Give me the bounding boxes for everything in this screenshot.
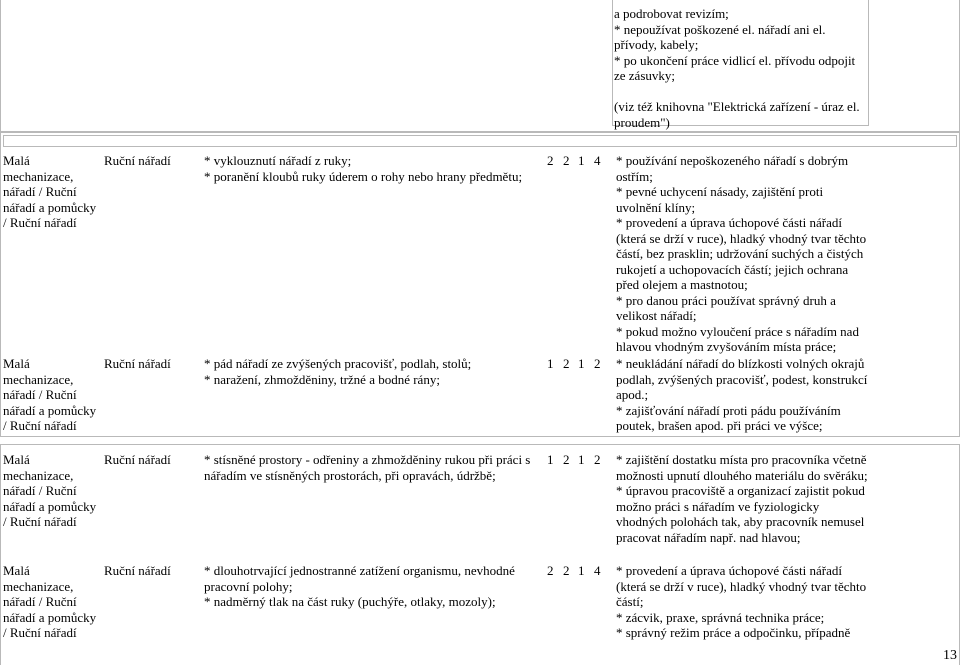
category-cell: Malá mechanizace, nářadí / Ruční nářadí a pomůcky / Ruční nářadí (3, 356, 97, 433)
measures-cell: * zajištění dostatku místa pro pracovníka včetně možnosti upnutí dlouhého materiálu do svěráku; * úpravou pracoviště a organizací zajistit pokud možno práci s nářadím ve fyziologicky vhodných polohách tak, aby pracovník nemusel pracovat nářadím např. nad hlavou; (616, 452, 868, 545)
tool-cell: Ruční nářadí (104, 563, 171, 578)
score-3: 1 (578, 452, 585, 467)
score-2: 2 (563, 563, 570, 578)
tool-cell: Ruční nářadí (104, 452, 171, 467)
hazards-cell: * pád nářadí ze zvýšených pracovišť, podlah, stolů; * naražení, zhmožděniny, tržné a bodné rány; (204, 356, 472, 387)
measures-cell: * používání nepoškozeného nářadí s dobrým ostřím; * pevné uchycení násady, zajištění proti uvolnění klíny; * provedení a úprava úchopové části nářadí (která se drží v ruce), hladký vhodný tvar těchto částí, bez prasklin; udržování suchých a čistých rukojetí a uchopovacích částí; jejich ochrana před olejem a mastnotou; * pro danou práci používat správný druh a velikost nářadí; * pokud možno vyloučení práce s nářadím nad hlavou vhodným zvyšováním místa práce; (616, 153, 867, 354)
top-block-text: a podrobovat revizím; * nepoužívat poškozené el. nářadí ani el. přívody, kabely; * po ukončení práce vidlicí el. přívodu odpojit ze zásuvky; (viz též knihovna "Elektrická zařízení - úraz el. proudem") (614, 6, 860, 130)
score-2: 2 (563, 153, 570, 168)
hazards-cell: * stísněné prostory - odřeniny a zhmožděniny rukou při práci s nářadím ve stísněných prostorách, při opravách, údržbě; (204, 452, 531, 483)
score-1: 2 (547, 563, 554, 578)
score-2: 2 (563, 452, 570, 467)
score-1: 1 (547, 356, 554, 371)
measures-cell: * provedení a úprava úchopové části nářadí (která se drží v ruce), hladký vhodný tvar těchto částí; * zácvik, praxe, správná technika práce; * správný režim práce a odpočinku, případně (616, 563, 867, 640)
section1-header-strip (3, 135, 957, 147)
score-4: 2 (594, 356, 601, 371)
score-4: 4 (594, 563, 601, 578)
hazards-cell: * vyklouznutí nářadí z ruky; * poranění kloubů ruky úderem o rohy nebo hrany předmětu; (204, 153, 523, 184)
category-cell: Malá mechanizace, nářadí / Ruční nářadí a pomůcky / Ruční nářadí (3, 153, 97, 230)
score-1: 1 (547, 452, 554, 467)
measures-cell: * neukládání nářadí do blízkosti volných okrajů podlah, zvýšených pracovišť, podest, konstrukcí apod.; * zajišťování nářadí proti pádu používáním poutek, brašen apod. při práci ve výšce; (616, 356, 868, 433)
tool-cell: Ruční nářadí (104, 153, 171, 168)
score-3: 1 (578, 563, 585, 578)
score-3: 1 (578, 356, 585, 371)
score-4: 2 (594, 452, 601, 467)
category-cell: Malá mechanizace, nářadí / Ruční nářadí a pomůcky / Ruční nářadí (3, 452, 97, 529)
score-1: 2 (547, 153, 554, 168)
tool-cell: Ruční nářadí (104, 356, 171, 371)
score-4: 4 (594, 153, 601, 168)
category-cell: Malá mechanizace, nářadí / Ruční nářadí a pomůcky / Ruční nářadí (3, 563, 97, 640)
score-3: 1 (578, 153, 585, 168)
score-2: 2 (563, 356, 570, 371)
hazards-cell: * dlouhotrvající jednostranné zatížení organismu, nevhodné pracovní polohy; * nadměrný tlak na část ruky (puchýře, otlaky, mozoly); (204, 563, 515, 609)
page-number: 13 (943, 648, 957, 663)
